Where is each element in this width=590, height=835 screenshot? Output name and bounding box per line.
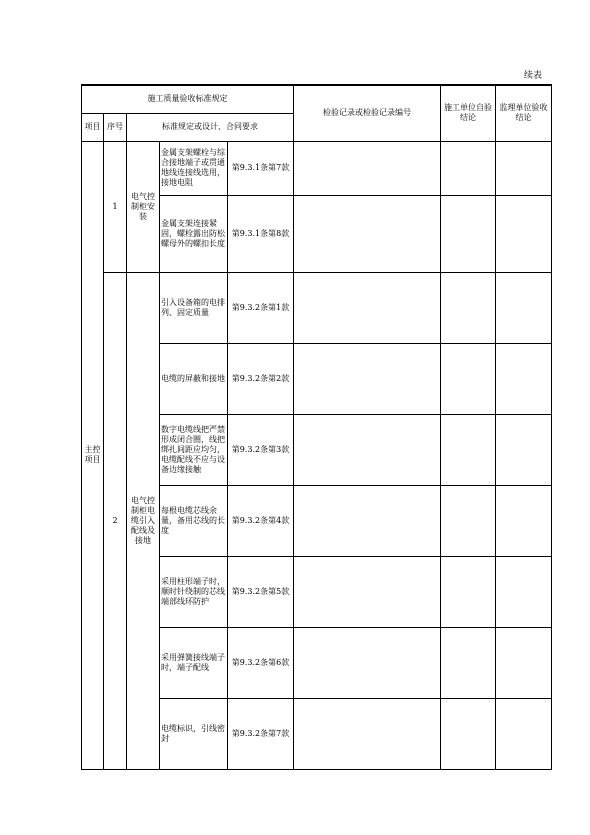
header-standard-group: 施工质量验收标准规定 (82, 85, 294, 113)
record-cell[interactable] (294, 141, 441, 195)
header-seq: 序号 (104, 113, 127, 141)
row-requirement: 引入设备箱的电排列、固定质量 (160, 272, 228, 343)
supervisor-cell[interactable] (496, 141, 552, 195)
row-clause: 第9.3.2条第7款 (228, 698, 294, 769)
row-clause: 第9.3.2条第3款 (228, 414, 294, 485)
record-cell[interactable] (294, 195, 441, 272)
row-clause: 第9.3.1条第7款 (228, 141, 294, 195)
contractor-cell[interactable] (441, 141, 496, 195)
contractor-cell[interactable] (441, 556, 496, 627)
row-requirement: 电缆的屏蔽和接地 (160, 343, 228, 414)
group-seq: 2 (104, 272, 127, 769)
contractor-cell[interactable] (441, 627, 496, 698)
row-clause: 第9.3.2条第1款 (228, 272, 294, 343)
row-requirement: 电缆标识，引线密封 (160, 698, 228, 769)
supervisor-cell[interactable] (496, 195, 552, 272)
supervisor-cell[interactable] (496, 272, 552, 343)
table-row (82, 141, 552, 195)
supervisor-cell[interactable] (496, 414, 552, 485)
supervisor-cell[interactable] (496, 556, 552, 627)
supervisor-cell[interactable] (496, 343, 552, 414)
record-cell[interactable] (294, 272, 441, 343)
contractor-cell[interactable] (441, 698, 496, 769)
supervisor-cell[interactable] (496, 485, 552, 556)
group-seq: 1 (104, 141, 127, 272)
row-requirement: 金属支架螺栓与综合接地端子或贯通地线连接线选用，接地电阻 (160, 141, 228, 195)
header-item: 项目 (82, 113, 104, 141)
row-clause: 第9.3.1条第8款 (228, 195, 294, 272)
supervisor-cell[interactable] (496, 698, 552, 769)
record-cell[interactable] (294, 698, 441, 769)
continued-label: 续表 (524, 71, 543, 81)
table-row (82, 272, 552, 343)
record-cell[interactable] (294, 627, 441, 698)
header-supervisor: 监理单位验收结论 (496, 85, 552, 141)
row-requirement: 采用弹簧接线端子时，端子配线 (160, 627, 228, 698)
contractor-cell[interactable] (441, 485, 496, 556)
supervisor-cell[interactable] (496, 627, 552, 698)
contractor-cell[interactable] (441, 195, 496, 272)
header-record: 检验记录或检验记录编号 (294, 85, 441, 141)
group-name: 电气控制柜安装 (127, 141, 160, 272)
row-requirement: 每根电缆芯线余量，备用芯线的长度 (160, 485, 228, 556)
row-clause: 第9.3.2条第4款 (228, 485, 294, 556)
row-requirement: 采用柱形端子时，顺时针绕制的芯线端部线环防护 (160, 556, 228, 627)
contractor-cell[interactable] (441, 343, 496, 414)
header-contractor: 施工单位自验结论 (441, 85, 496, 141)
row-clause: 第9.3.2条第2款 (228, 343, 294, 414)
group-name: 电气控制柜电缆引入配线及接地 (127, 272, 160, 769)
category-label: 主控项目 (82, 141, 104, 769)
record-cell[interactable] (294, 556, 441, 627)
header-requirement: 标准规定或设计、合同要求 (127, 113, 294, 141)
row-clause: 第9.3.2条第6款 (228, 627, 294, 698)
row-requirement: 金属支架连接紧固，螺栓露出防松螺母外的螺扣长度 (160, 195, 228, 272)
row-clause: 第9.3.2条第5款 (228, 556, 294, 627)
contractor-cell[interactable] (441, 272, 496, 343)
record-cell[interactable] (294, 343, 441, 414)
inspection-form-table (81, 84, 552, 770)
record-cell[interactable] (294, 485, 441, 556)
contractor-cell[interactable] (441, 414, 496, 485)
record-cell[interactable] (294, 414, 441, 485)
row-requirement: 数字电缆线把严禁形成闭合圈，线把绑扎间距应均匀，电缆配线不应与设备边缘接触 (160, 414, 228, 485)
